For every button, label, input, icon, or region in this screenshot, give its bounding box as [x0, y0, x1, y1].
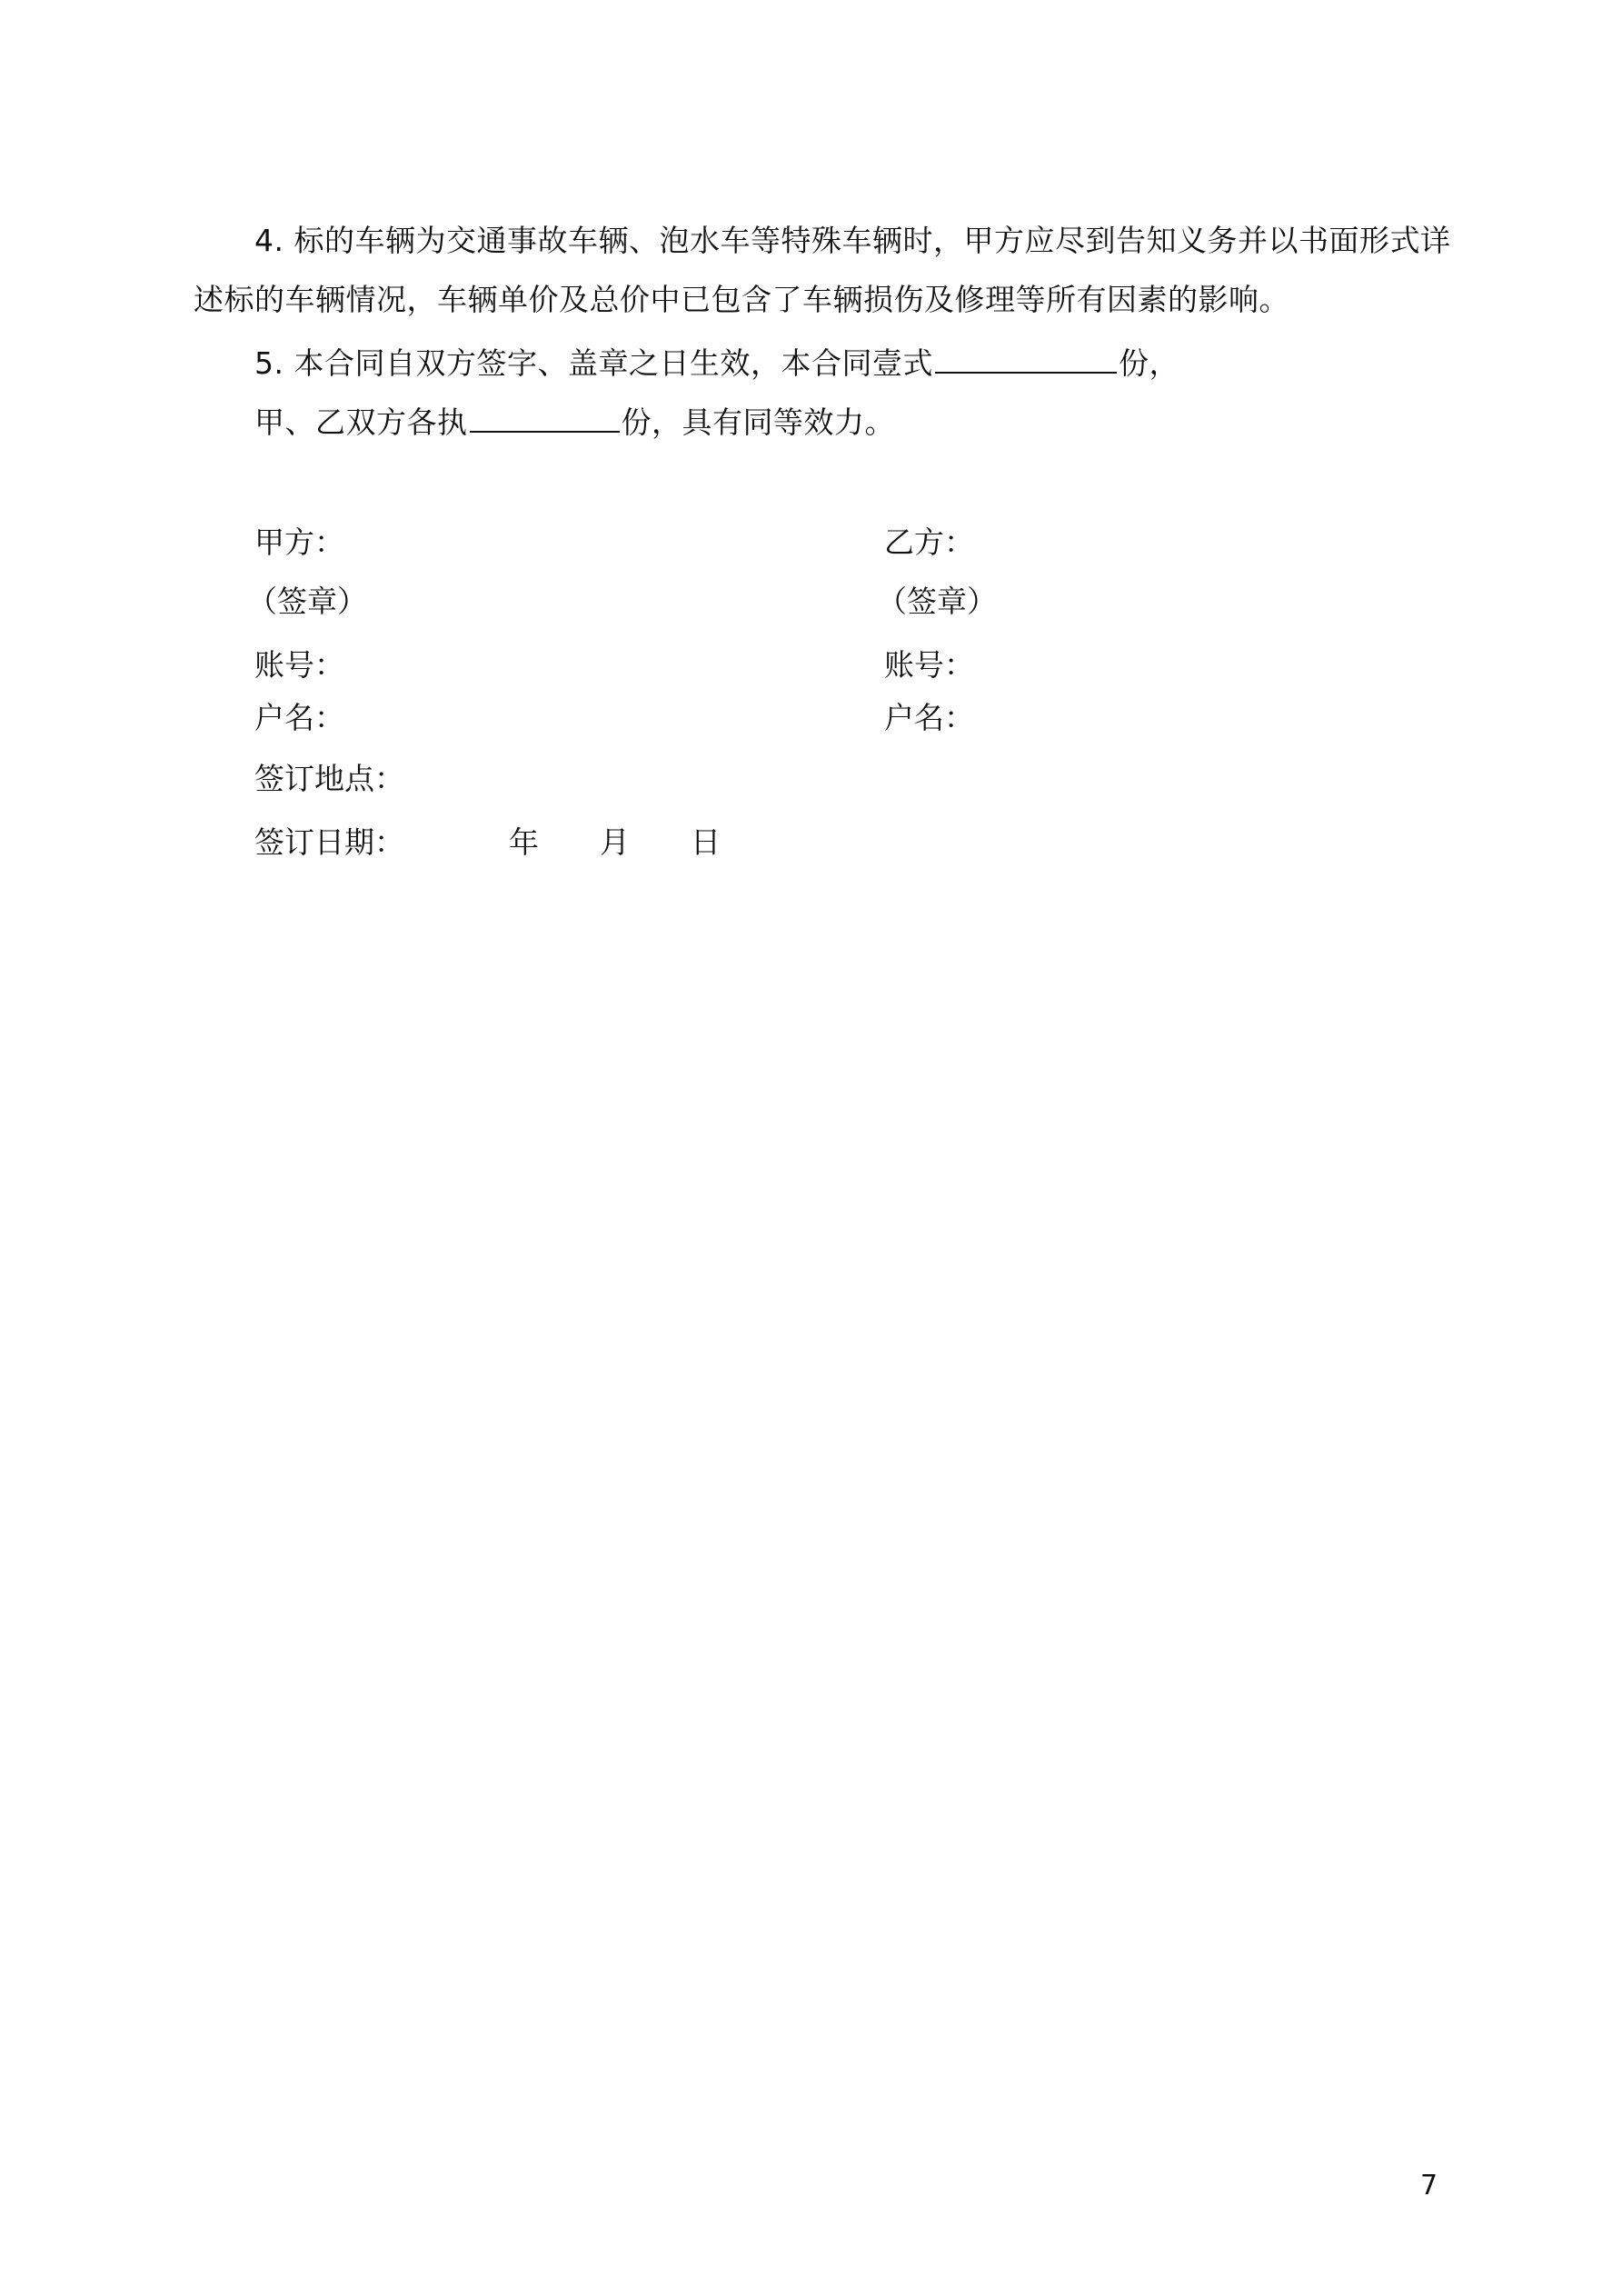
clause-5-text-2b: 份，具有同等效力。: [621, 404, 895, 440]
clause-4-text-1: 4. 标的车辆为交通事故车辆、泡水车等特殊车辆时，甲方应尽到告知义务并以书面形式详: [254, 223, 1451, 258]
clause-5-text-1a: 5. 本合同自双方签字、盖章之日生效，本合同壹式: [254, 345, 933, 381]
party-a-account-name-label: 户名：: [254, 700, 344, 735]
clause-5-text-2a: 甲、乙双方各执: [254, 404, 468, 440]
clause-4-line-2: [194, 280, 1289, 320]
party-b-account-label: 账号：: [884, 647, 974, 683]
clause-5-text-1b: 份，: [1118, 345, 1179, 381]
party-b-account-name-label: 户名：: [884, 700, 974, 735]
party-a-label: 甲方：: [254, 524, 344, 560]
party-b-seal: （签章）: [877, 584, 997, 619]
party-a-seal: （签章）: [247, 584, 367, 619]
clause-4-text-2: 述标的车辆情况，车辆单价及总价中已包含了车辆损伤及修理等所有因素的影响。: [194, 282, 1289, 317]
party-a-account-label: 账号：: [254, 647, 344, 683]
copies-total-blank[interactable]: [935, 344, 1117, 374]
date-month: 月: [600, 824, 630, 860]
clause-5-line-2: [254, 403, 895, 443]
signing-place-label: 签订地点：: [254, 761, 404, 796]
clause-5-line-1: [254, 344, 1179, 384]
party-b-label: 乙方：: [884, 524, 974, 560]
signing-date-label: 签订日期：: [254, 824, 404, 860]
clause-4-line-1: [254, 221, 1450, 261]
page-number: 7: [1420, 2170, 1438, 2201]
copies-each-blank[interactable]: [470, 404, 620, 433]
date-year: 年: [509, 824, 539, 860]
date-day: 日: [691, 824, 721, 860]
